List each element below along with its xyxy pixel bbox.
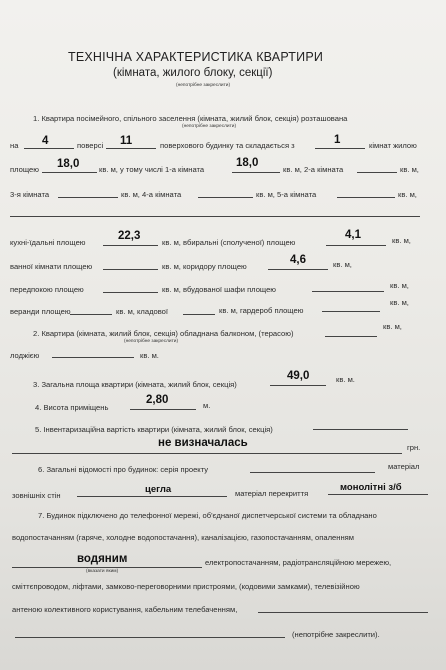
s7-line4: сміттєпроводом, ліфтами, замково-переговорними пристроями, (кодовими замками), телевізійною (12, 582, 360, 591)
room3-label: 3-я кімната (10, 190, 50, 199)
room5-unit: кв. м, (398, 190, 417, 199)
s1-on-label: на (10, 141, 19, 150)
wardrobe-unit: кв. м, (390, 281, 409, 290)
ceiling-label: матеріал перекриття (235, 489, 309, 498)
wc-label: кв. м, вбиральні (сполученої) площею (162, 238, 296, 247)
s7-line3: електропостачанням, радіотрансляційною мережею, (205, 558, 392, 567)
ceiling-value: монолітні з/б (340, 482, 402, 493)
corridor-unit: кв. м, (333, 260, 352, 269)
dressing-unit: кв. м, (390, 298, 409, 307)
floors-label: поверхового будинку та складається з (160, 141, 295, 150)
hall-label: передпокою площею (10, 285, 84, 294)
room2-label: кв. м, 2-а кімната (283, 165, 344, 174)
pantry-label: кв. м, кладової (116, 307, 169, 316)
kitchen-label: кухні-їдальні площею (10, 238, 86, 247)
rooms-value: 1 (334, 134, 341, 146)
s7-line1: 7. Будинок підключено до телефонної мережі, об'єднаної диспетчерської системи та обладнано (38, 511, 377, 520)
room5-label: кв. м, 5-а кімната (256, 190, 317, 199)
doc-title: ТЕХНІЧНА ХАРАКТЕРИСТИКА КВАРТИРИ (68, 50, 324, 64)
floors-value: 11 (120, 135, 133, 147)
living-area-label: площею (10, 165, 39, 174)
floor-value: 4 (42, 135, 49, 147)
cross-out-note: (непотрібне закреслити) (176, 83, 231, 88)
rooms-label: кімнат жилою (369, 141, 417, 150)
s4-text: 4. Висота приміщень (35, 403, 109, 412)
s7-line5: антеною колективного користування, кабельним телебаченням, (12, 605, 238, 614)
s1-note: (непотрібне закреслити) (182, 124, 237, 129)
heating-value: водяним (77, 553, 128, 565)
doc-subtitle: (кімната, жилого блоку, секції) (113, 67, 273, 79)
corridor-label: кв. м, коридору площею (162, 262, 247, 271)
s5-text: 5. Інвентаризаційна вартість квартири (кімната, жилий блок, секція) (35, 425, 273, 434)
room4-label: кв. м, 4-а кімната (121, 190, 182, 199)
living-area-value: 18,0 (57, 158, 80, 170)
loggia-label: лоджією (10, 351, 40, 360)
bath-label: ванної кімнати площею (10, 262, 93, 271)
s7-end-note: (непотрібне закреслити). (292, 630, 380, 639)
room1-label: кв. м, у тому числі 1-а кімната (99, 165, 205, 174)
s3-text: 3. Загальна площа квартири (кімната, жилий блок, секція) (33, 380, 237, 389)
dressing-label: кв. м, гардероб площею (219, 306, 304, 315)
s7-line2: водопостачанням (гаряче, холодне водопостачання), каналізацією, газопостачанням, опаленням (12, 533, 354, 542)
walls-label: зовнішніх стін (12, 491, 61, 500)
s2-note: (непотрібне закреслити) (124, 339, 179, 344)
veranda-label: веранди площею (10, 307, 71, 316)
loggia-unit: кв. м. (140, 351, 159, 360)
wardrobe-label: кв. м, вбудованої шафи площею (162, 285, 277, 294)
inventory-unit: грн. (407, 443, 421, 452)
s2-text: 2. Квартира (кімната, жилий блок, секція) обладнана балконом, (терасою) (33, 329, 294, 338)
room2-unit: кв. м, (400, 165, 419, 174)
wc-unit: кв. м, (392, 236, 411, 245)
s1-line1: 1. Квартира посімейного, спільного заселення (кімната, жилий блок, секція) розташована (33, 114, 348, 123)
s2-unit: кв. м, (383, 322, 402, 331)
s6-text: 6. Загальні відомості про будинок: серія проекту (38, 465, 209, 474)
walls-value: цегла (145, 484, 172, 495)
wc-value: 4,1 (345, 229, 361, 241)
total-area-unit: кв. м. (336, 375, 355, 384)
height-unit: м. (203, 401, 211, 410)
kitchen-value: 22,3 (118, 230, 141, 242)
total-area-value: 49,0 (287, 370, 310, 382)
room1-value: 18,0 (236, 157, 259, 169)
inventory-value: не визначалась (158, 437, 248, 449)
s6-material-label: матеріал (388, 462, 420, 471)
height-value: 2,80 (146, 394, 169, 406)
heating-note: (вказати яким) (86, 569, 119, 574)
corridor-value: 4,6 (290, 254, 306, 266)
floor-label: поверсі (77, 141, 104, 150)
